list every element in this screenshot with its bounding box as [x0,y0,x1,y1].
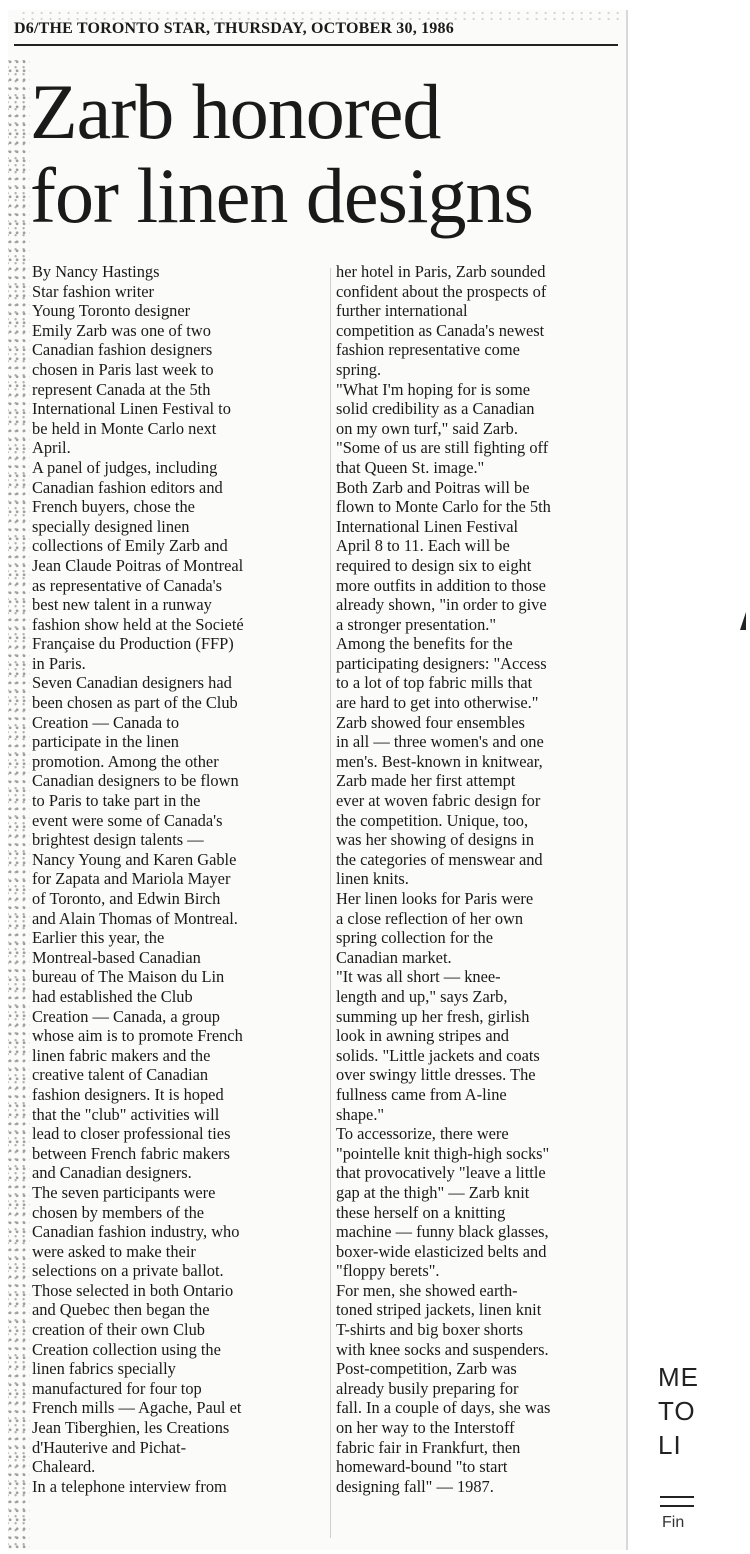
article-line: The seven participants were [32,1182,216,1202]
article-line: fabric fair in Frankfurt, then [336,1437,521,1457]
article-line: bureau of The Maison du Lin [32,967,225,987]
article-line: a close reflection of her own [336,908,524,928]
article-line: represent Canada at the 5th [32,379,211,399]
dateline: D6/THE TORONTO STAR, THURSDAY, OCTOBER 30, 1986 [14,20,454,37]
teaser-line: LI [658,1430,682,1460]
teaser-line: TO [658,1396,696,1426]
article-line: ever at woven fabric design for [336,791,541,811]
article-line: Creation collection using the [32,1339,221,1359]
article-line: confident about the prospects of [336,281,547,301]
article-line: Young Toronto designer [32,301,191,321]
article-line: and Canadian designers. [32,1163,192,1183]
headline-line: for linen designs [30,152,533,239]
article-line: be held in Monte Carlo next [32,418,217,438]
article-line: event were some of Canada's [32,810,223,830]
article-line: Canadian fashion designers [32,340,213,360]
article-line: a stronger presentation." [336,614,497,634]
article-line: Nancy Young and Karen Gable [32,849,237,869]
article-line: and Alain Thomas of Montreal. [32,908,238,928]
article-line: Both Zarb and Poitras will be [336,477,530,497]
article-line: of Toronto, and Edwin Birch [32,889,221,908]
article-line: French buyers, chose the [32,497,195,517]
article-line: Canadian market. [336,947,452,967]
article-line: the competition. Unique, too, [336,810,529,830]
article-line: manufactured for four top [32,1378,202,1398]
article-line: By Nancy Hastings [32,262,160,281]
article-line: fashion show held at the Societé [32,614,244,634]
article-line: whose aim is to promote French [32,1026,243,1046]
article-line: brightest design talents — [32,830,204,850]
article-line: linen knits. [336,869,409,889]
headline-line: Zarb honored [30,68,441,155]
article-line: April. [32,438,71,458]
article-line: her hotel in Paris, Zarb sounded [336,262,546,281]
article-line: solids. "Little jackets and coats [336,1045,540,1065]
adjacent-article-teaser [658,1360,699,1462]
article-line: that Queen St. image." [336,457,485,477]
article-line: solid credibility as a Canadian [336,399,535,419]
article-line: chosen by members of the [32,1202,205,1222]
article-line: fashion designers. It is hoped [32,1084,224,1104]
article-line: linen fabrics specially [32,1359,176,1379]
article-line: and Quebec then began the [32,1300,210,1320]
article-line: Zarb showed four ensembles [336,712,525,732]
article-line: International Linen Festival to [32,399,231,419]
article-line: fall. In a couple of days, she was [336,1398,551,1418]
article-line: specially designed linen [32,516,190,536]
article-line: designing fall" — 1987. [336,1476,494,1496]
article-line: Creation — Canada, a group [32,1006,220,1026]
article-line: Star fashion writer [32,281,154,301]
article-line: Seven Canadian designers had [32,673,232,693]
article-line: April 8 to 11. Each will be [336,536,510,556]
article-line: fashion representative come [336,340,520,360]
article-line: that the "club" activities will [32,1104,220,1124]
article-line: Canadian fashion industry, who [32,1222,240,1242]
article-line: Chaleard. [32,1457,96,1477]
article-line: Among the benefits for the [336,634,513,654]
article-line: to Paris to take part in the [32,791,201,811]
article-line: lead to closer professional ties [32,1124,231,1144]
article-line: as representative of Canada's [32,575,222,595]
article-line: d'Hauterive and Pichat- [32,1437,187,1457]
article-line: between French fabric makers [32,1143,230,1163]
article-line: were asked to make their [32,1241,196,1261]
article-line: already shown, "in order to give [336,595,547,615]
article-line: creation of their own Club [32,1320,205,1340]
article-line: Française du Production (FFP) [32,634,234,654]
article-line: already busily preparing for [336,1378,519,1398]
article-line: In a telephone interview from [32,1476,227,1496]
article-line: selections on a private ballot. [32,1261,224,1281]
edge-mark [740,612,746,630]
article-line: flown to Monte Carlo for the 5th [336,497,551,517]
article-line: Canadian designers to be flown [32,771,239,791]
article-line: "floppy berets". [336,1261,440,1281]
article-line: Zarb made her first attempt [336,771,516,791]
article-line: creative talent of Canadian [32,1065,209,1085]
article-line: Emily Zarb was one of two [32,320,211,340]
article-line: the categories of menswear and [336,849,543,869]
article-line: best new talent in a runway [32,595,212,615]
article-line: Her linen looks for Paris were [336,889,534,908]
article-line: Post-competition, Zarb was [336,1359,517,1379]
article-line: to a lot of top fabric mills that [336,673,533,693]
article-line: "Some of us are still fighting off [336,438,549,458]
article-line: French mills — Agache, Paul et [32,1398,242,1418]
article-line: T-shirts and big boxer shorts [336,1320,523,1340]
article-line: machine — funny black glasses, [336,1222,549,1242]
article-line: was her showing of designs in [336,830,535,850]
article-line: toned striped jackets, linen knit [336,1300,542,1320]
article-line: Montreal-based Canadian [32,947,201,967]
article-line: collections of Emily Zarb and [32,536,228,556]
article-line: on my own turf," said Zarb. [336,418,518,438]
article-line: gap at the thigh" — Zarb knit [336,1182,530,1202]
article-line: summing up her fresh, girlish [336,1006,530,1026]
article-line: in Paris. [32,653,86,673]
article-line: in all — three women's and one [336,732,544,752]
article-line: A panel of judges, including [32,457,218,477]
article-line: for Zapata and Mariola Mayer [32,869,231,889]
article-line: further international [336,301,468,321]
article-line: participating designers: "Access [336,653,547,673]
article-line: participate in the linen [32,732,180,752]
article-line: over swingy little dresses. The [336,1065,536,1085]
teaser-small-text: Fin [662,1514,685,1531]
scan-speckle-left [8,60,30,1550]
article-line: promotion. Among the other [32,751,219,771]
article-line: these herself on a knitting [336,1202,506,1222]
article-line: linen fabric makers and the [32,1045,211,1065]
article-column-right [336,262,626,1496]
article-line: "What I'm hoping for is some [336,379,531,399]
article-line: spring. [336,359,382,379]
article-line: International Linen Festival [336,516,519,536]
article-line: men's. Best-known in knitwear, [336,751,543,771]
article-line: "It was all short — knee- [336,967,501,987]
article-line: more outfits in addition to those [336,575,546,595]
headline [30,70,620,238]
article-line: are hard to get into otherwise." [336,693,539,713]
article-line: had established the Club [32,986,193,1006]
article-line: "pointelle knit thigh-high socks" [336,1143,550,1163]
article-line: Those selected in both Ontario [32,1280,234,1300]
article-line: Canadian fashion editors and [32,477,223,497]
teaser-line: ME [658,1362,699,1392]
article-line: been chosen as part of the Club [32,693,238,713]
article-column-left [32,262,332,1496]
article-line: look in awning stripes and [336,1026,509,1046]
article-line: on her way to the Interstoff [336,1418,515,1438]
article-line: Creation — Canada to [32,712,180,732]
article-line: required to design six to eight [336,555,532,575]
article-line: length and up," says Zarb, [336,986,508,1006]
article-line: For men, she showed earth- [336,1280,518,1300]
article-line: Earlier this year, the [32,928,165,948]
article-line: spring collection for the [336,928,494,948]
article-line: To accessorize, there were [336,1124,509,1144]
article-line: boxer-wide elasticized belts and [336,1241,547,1261]
article-line: chosen in Paris last week to [32,359,214,379]
clipping-edge [626,10,628,1550]
article-line: shape." [336,1104,385,1124]
article-line: Jean Tiberghien, les Creations [32,1418,230,1438]
article-line: competition as Canada's newest [336,320,545,340]
dateline-rule [14,44,618,46]
article-line: homeward-bound "to start [336,1457,508,1477]
teaser-rule [660,1496,694,1507]
article-line: Jean Claude Poitras of Montreal [32,555,244,575]
article-line: that provocatively "leave a little [336,1163,546,1183]
article-line: fullness came from A-line [336,1084,507,1104]
article-line: with knee socks and suspenders. [336,1339,549,1359]
